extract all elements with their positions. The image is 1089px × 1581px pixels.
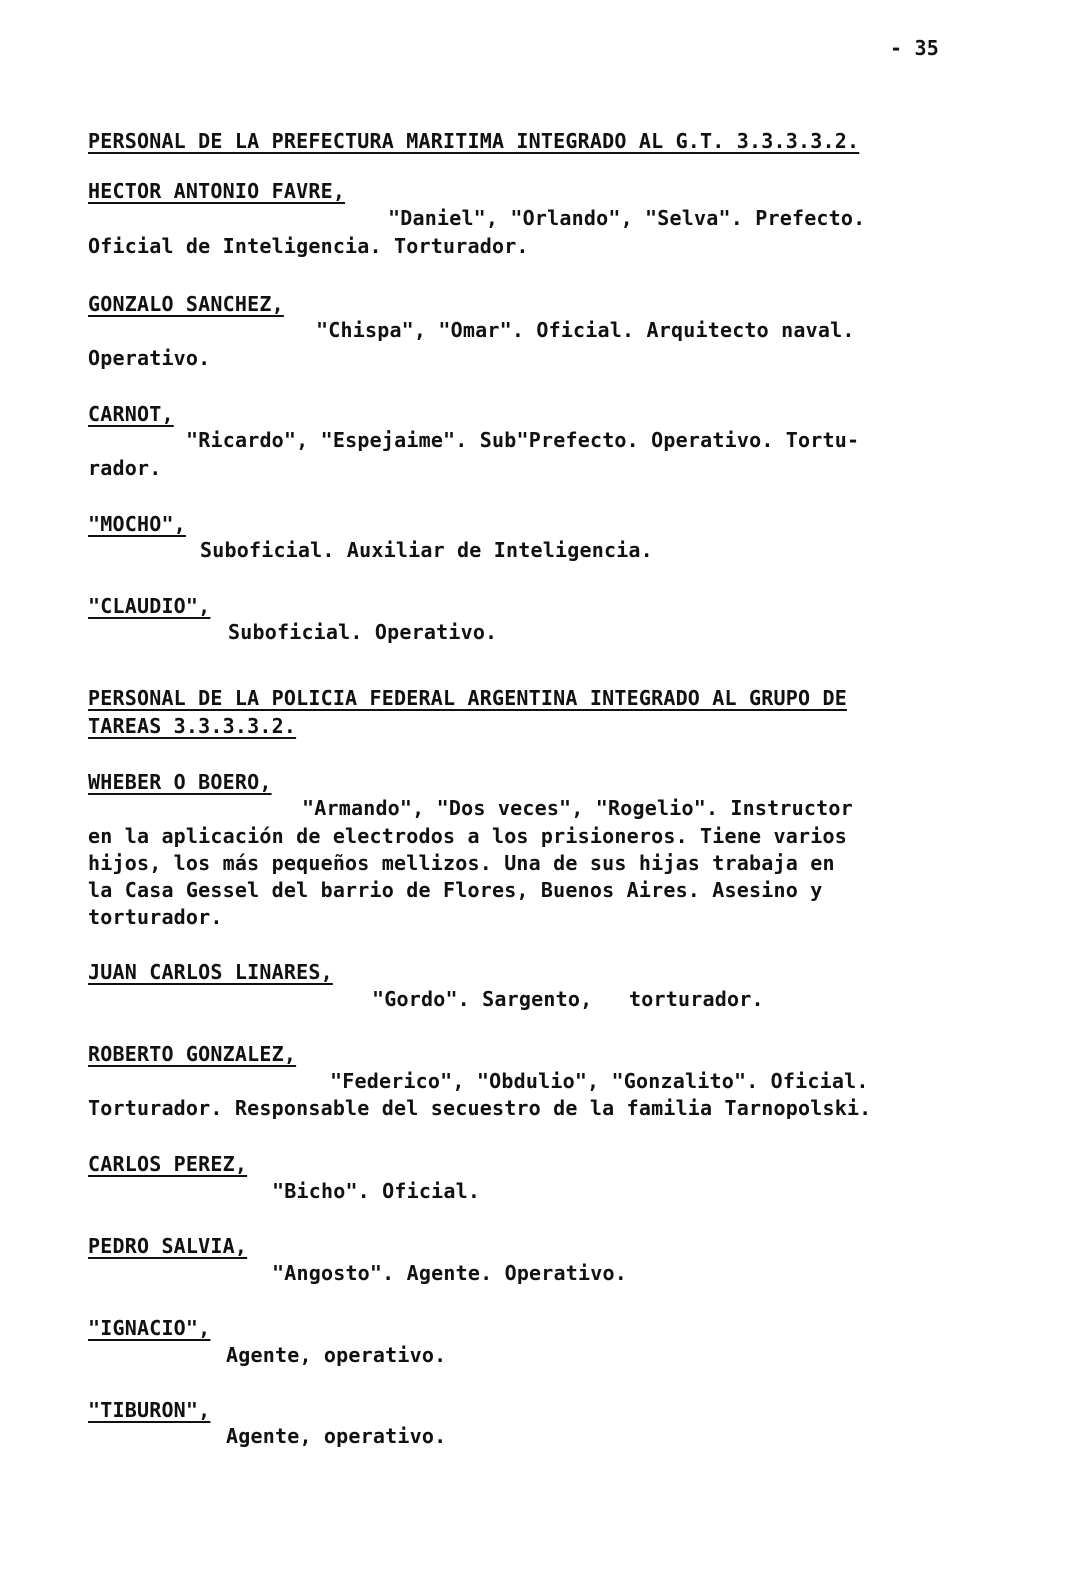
entry-line: la Casa Gessel del barrio de Flores, Buenos Aires. Asesino y	[88, 878, 823, 902]
entry-name: "CLAUDIO",	[88, 594, 211, 618]
section-heading-prefectura: PERSONAL DE LA PREFECTURA MARITIMA INTEGRADO AL G.T. 3.3.3.3.2.	[88, 129, 860, 153]
entry-line: "Ricardo", "Espejaime". Sub"Prefecto. Operativo. Tortu-	[186, 428, 860, 452]
entry-line: Agente, operativo.	[226, 1343, 447, 1367]
entry-line: Suboficial. Auxiliar de Inteligencia.	[200, 538, 653, 562]
section-heading-policia: PERSONAL DE LA POLICIA FEDERAL ARGENTINA INTEGRADO AL GRUPO DE	[88, 686, 847, 710]
entry-name: GONZALO SANCHEZ,	[88, 292, 284, 316]
entry-name: "TIBURON",	[88, 1398, 211, 1422]
entry-name: CARLOS PEREZ,	[88, 1152, 248, 1176]
entry-line: en la aplicación de electrodos a los prisioneros. Tiene varios	[88, 824, 847, 848]
section-heading-policia-cont: TAREAS 3.3.3.3.2.	[88, 714, 297, 738]
entry-name: ROBERTO GONZALEZ,	[88, 1042, 297, 1066]
entry-name: JUAN CARLOS LINARES,	[88, 960, 333, 984]
entry-line: hijos, los más pequeños mellizos. Una de sus hijas trabaja en	[88, 851, 835, 875]
entry-line: Oficial de Inteligencia. Torturador.	[88, 234, 529, 258]
entry-line: "Bicho". Oficial.	[272, 1179, 481, 1203]
entry-name: "MOCHO",	[88, 512, 186, 536]
entry-line: rador.	[88, 456, 162, 480]
entry-line: "Federico", "Obdulio", "Gonzalito". Oficial.	[330, 1069, 869, 1093]
entry-name: WHEBER O BOERO,	[88, 770, 272, 794]
entry-name: PEDRO SALVIA,	[88, 1234, 248, 1258]
page-number: - 35	[890, 36, 939, 60]
entry-line: torturador.	[88, 905, 223, 929]
entry-name: HECTOR ANTONIO FAVRE,	[88, 179, 346, 203]
entry-line: Agente, operativo.	[226, 1424, 447, 1448]
entry-line: "Angosto". Agente. Operativo.	[272, 1261, 627, 1285]
entry-line: Suboficial. Operativo.	[228, 620, 498, 644]
entry-line: "Gordo". Sargento, torturador.	[372, 987, 764, 1011]
entry-name: "IGNACIO",	[88, 1316, 211, 1340]
entry-line: Operativo.	[88, 346, 211, 370]
entry-line: "Armando", "Dos veces", "Rogelio". Instructor	[302, 796, 853, 820]
entry-line: "Chispa", "Omar". Oficial. Arquitecto naval.	[316, 318, 855, 342]
entry-name: CARNOT,	[88, 402, 174, 426]
entry-line: "Daniel", "Orlando", "Selva". Prefecto.	[388, 206, 866, 230]
entry-line: Torturador. Responsable del secuestro de la familia Tarnopolski.	[88, 1096, 872, 1120]
